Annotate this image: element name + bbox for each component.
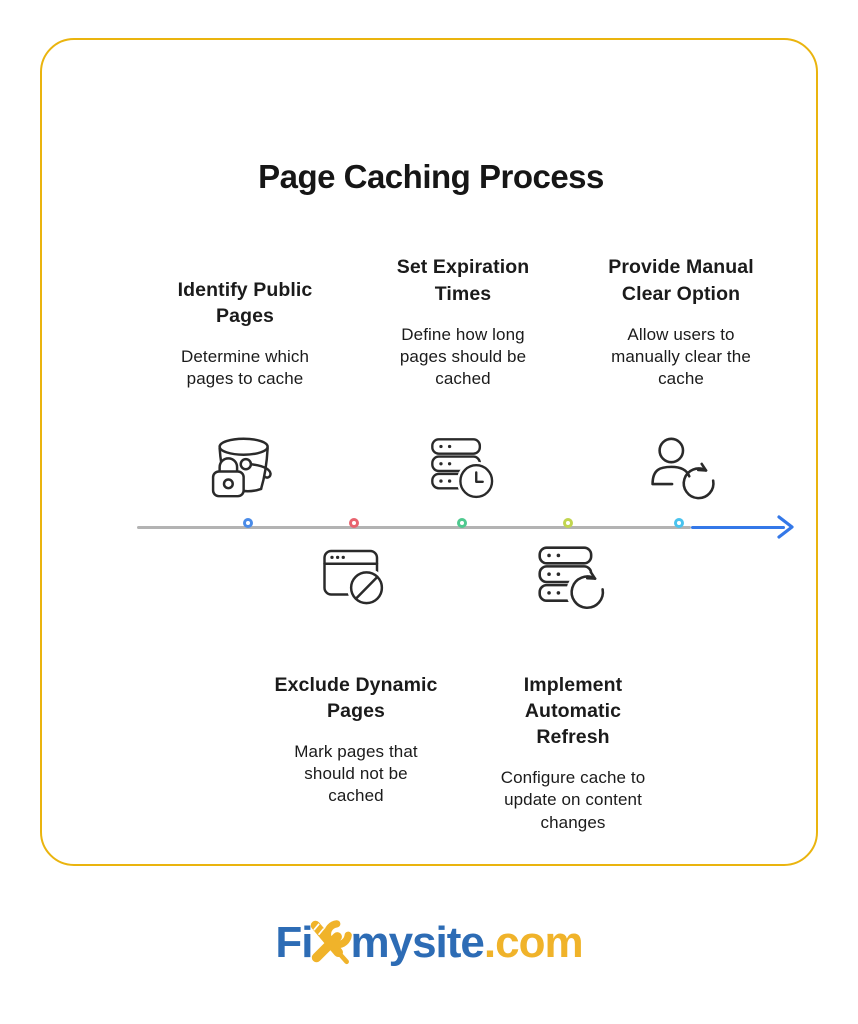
timeline-progress-line (691, 526, 785, 529)
server-refresh-icon (535, 542, 613, 622)
step-identify-public-pages (135, 226, 355, 390)
step-heading: Provide Manual Clear Option (608, 256, 754, 305)
step-exclude-dynamic-pages (246, 672, 466, 808)
bucket-lock-icon (200, 431, 280, 509)
page-title: Page Caching Process (258, 158, 604, 195)
browser-blocked-icon (317, 542, 395, 617)
step-description: Mark pages that should not be cached (294, 742, 418, 806)
step-heading: Identify Public Pages (177, 278, 313, 327)
server-clock-icon (426, 435, 502, 507)
logo-text-fi: Fi (275, 918, 313, 967)
step-description: Define how long pages should be cached (399, 324, 527, 388)
tools-x-icon (303, 915, 357, 969)
logo-text-mysite: mysite (350, 918, 484, 967)
step-heading: Set Expiration Times (396, 256, 530, 305)
timeline-dot-1 (243, 518, 253, 528)
timeline-dot-5 (674, 518, 684, 528)
step-heading: Exclude Dynamic Pages (274, 674, 438, 723)
step-description: Allow users to manually clear the cache (611, 324, 751, 388)
logo-text-com: .com (483, 918, 583, 967)
step-provide-manual-clear (571, 226, 791, 390)
step-implement-auto-refresh (463, 672, 683, 834)
step-description: Configure cache to update on content changes (500, 768, 646, 832)
timeline-line (137, 526, 691, 529)
step-description: Determine which pages to cache (180, 346, 310, 388)
arrowhead (779, 517, 792, 537)
step-set-expiration-times (353, 226, 573, 390)
timeline-dot-4 (563, 518, 573, 528)
user-refresh-icon (644, 431, 722, 509)
step-heading: Implement Automatic Refresh (523, 674, 623, 749)
timeline-dot-2 (349, 518, 359, 528)
brand-logo (0, 908, 858, 978)
timeline-dot-3 (457, 518, 467, 528)
timeline-arrow-icon (776, 514, 798, 540)
process-card (40, 38, 818, 866)
